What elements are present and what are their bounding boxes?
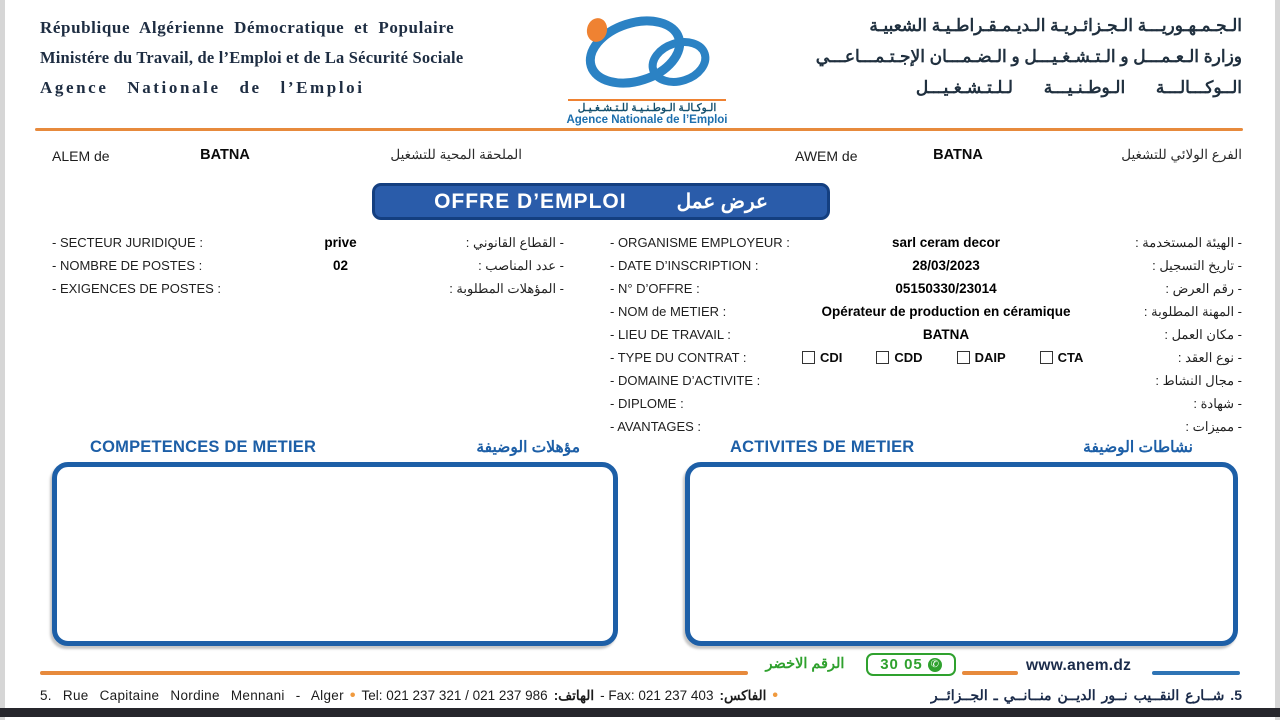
anem-logo: [552, 6, 742, 127]
contract-type-option: [876, 350, 922, 365]
contract-type-option: [802, 350, 842, 365]
address-ar: 5. شــارع النقــيب نــور الديــن منــانــي ـ الجــزائــر: [930, 687, 1242, 703]
left-field-row: [52, 277, 564, 300]
field-value: BATNA: [922, 327, 970, 342]
fields-column-left: [52, 231, 564, 300]
right-field-row: [610, 392, 1242, 415]
activites-header: [685, 438, 1238, 457]
green-number-value: 30 05: [880, 656, 923, 673]
contract-type-option: [1040, 350, 1084, 365]
address-fr: 5. Rue Capitaine Nordine Mennani - Alger: [40, 688, 344, 703]
field-label-fr: - NOMBRE DE POSTES :: [52, 258, 203, 273]
awem-label-ar: الفرع الولائي للتشغيل: [1121, 147, 1242, 162]
fields-column-right: [610, 231, 1242, 438]
alem-label: ALEM de: [52, 148, 110, 164]
awem-value: BATNA: [933, 147, 983, 163]
logo-text-ar: الـوكـالـة الـوطـنـيـة للـتـشـغـيـل: [577, 102, 717, 114]
green-number-badge: [866, 653, 956, 676]
title-fr: OFFRE D’EMPLOI: [434, 189, 627, 213]
field-label-ar: - شهادة :: [1193, 395, 1242, 411]
contract-type-options: [800, 350, 1092, 365]
website-text: www.anem.dz: [1026, 657, 1132, 674]
left-field-row: [52, 254, 564, 277]
competences-header-ar: مؤهلات الوضيفة: [476, 439, 580, 456]
bottom-dark-bar: [0, 708, 1280, 717]
field-label-fr: - DATE D’INSCRIPTION :: [610, 258, 759, 273]
page-edge-right: [1275, 0, 1280, 720]
header-ar-line3: الــوكـــالـــة الـوطـنـيـــة لـلـتـشـغـيـــل: [915, 78, 1242, 97]
field-label-fr: - NOM de METIER :: [610, 304, 727, 319]
checkbox-cta[interactable]: [1040, 351, 1053, 364]
checkbox-label: CDI: [820, 350, 843, 365]
header-fr-line2: Ministére du Travail, de l’Emploi et de La Sécurité Sociale: [40, 48, 464, 67]
logo-divider: [568, 99, 726, 101]
header-divider-line: [35, 128, 1243, 131]
footer-orange-line: [40, 671, 748, 675]
field-value: sarl ceram decor: [891, 235, 1001, 250]
header-ar: [732, 10, 1242, 103]
header-fr-line1: République Algérienne Démocratique et Populaire: [40, 18, 455, 37]
field-label-fr: - EXIGENCES DE POSTES :: [52, 281, 222, 296]
page-edge-left: [0, 0, 5, 720]
anem-logo-icon: [567, 6, 727, 98]
field-label-fr: - DOMAINE D’ACTIVITE :: [610, 373, 761, 388]
logo-text-fr: Agence Nationale de l’Emploi: [566, 114, 728, 126]
field-label-ar: - القطاع القانوني :: [465, 234, 564, 250]
header-ar-line2: وزارة الـعـمـــل و الـتـشـغـيـــل و الـضـمـــان الإجـتـمـــاعـــي: [815, 47, 1242, 66]
right-field-row: [610, 346, 1242, 369]
field-value: 05150330/23014: [895, 281, 997, 296]
field-label-fr: - TYPE DU CONTRAT :: [610, 350, 747, 365]
title-ar: عرض عمل: [676, 191, 768, 213]
activites-box: [685, 462, 1238, 646]
green-number-label: الرقم الاخضر: [765, 656, 845, 672]
footer-address-row: [40, 687, 1242, 704]
checkbox-cdi[interactable]: [802, 351, 815, 364]
field-label-fr: - DIPLOME :: [610, 396, 684, 411]
bullet-icon: •: [349, 686, 356, 704]
header-ar-line1: الـجـمـهـوريـــة الـجـزائـريـة الـديـمـقـراطـيـة الشعبيـة: [869, 16, 1242, 35]
field-label-fr: - SECTEUR JURIDIQUE :: [52, 235, 203, 250]
checkbox-label: DAIP: [974, 350, 1006, 365]
tel-text: Tel: 021 237 321 / 021 237 986: [361, 688, 548, 703]
activites-header-fr: ACTIVITES DE METIER: [730, 438, 915, 456]
phone-icon: ✆: [928, 658, 942, 672]
left-field-row: [52, 231, 564, 254]
fax-label-ar: الفاكس:: [719, 687, 767, 703]
field-label-ar: - مجال النشاط :: [1155, 372, 1242, 388]
field-label-fr: - ORGANISME EMPLOYEUR :: [610, 235, 790, 250]
field-label-ar: - رقم العرض :: [1165, 280, 1242, 296]
checkbox-cdd[interactable]: [876, 351, 889, 364]
bullet-icon: •: [772, 686, 779, 704]
competences-box: [52, 462, 618, 646]
field-label-ar: - عدد المناصب :: [478, 257, 564, 273]
right-field-row: [610, 254, 1242, 277]
header-fr: [40, 13, 530, 103]
checkbox-daip[interactable]: [957, 351, 970, 364]
contract-type-option: [957, 350, 1006, 365]
checkbox-label: CDD: [894, 350, 923, 365]
field-label-fr: - LIEU DE TRAVAIL :: [610, 327, 731, 342]
tel-label-ar: الهاتف:: [553, 687, 595, 703]
alem-value: BATNA: [200, 147, 250, 163]
field-label-ar: - الهيئة المستخدمة :: [1135, 234, 1242, 250]
title-banner: [372, 183, 830, 220]
right-field-row: [610, 323, 1242, 346]
header-fr-line3: Agence Nationale de l’Emploi: [40, 78, 365, 97]
right-field-row: [610, 415, 1242, 438]
field-value: prive: [324, 235, 357, 250]
right-field-row: [610, 300, 1242, 323]
field-label-fr: - N° D’OFFRE :: [610, 281, 700, 296]
field-label-ar: - مكان العمل :: [1164, 326, 1242, 342]
field-value: 28/03/2023: [912, 258, 980, 273]
right-field-row: [610, 277, 1242, 300]
field-label-ar: - تاريخ التسجيل :: [1152, 257, 1242, 273]
activites-header-ar: نشاطات الوضيفة: [1083, 439, 1193, 456]
competences-header-fr: COMPETENCES DE METIER: [90, 438, 317, 456]
field-value: Opérateur de production en céramique: [821, 304, 1071, 319]
footer-orange-line-short: [962, 671, 1018, 675]
awem-label: AWEM de: [795, 148, 858, 164]
checkbox-label: CTA: [1057, 350, 1084, 365]
field-label-ar: - نوع العقد :: [1177, 349, 1242, 365]
right-field-row: [610, 231, 1242, 254]
alem-label-ar: الملحقة المحية للتشغيل: [390, 147, 522, 162]
field-label-ar: - مميزات :: [1185, 418, 1242, 434]
field-label-fr: - AVANTAGES :: [610, 419, 702, 434]
field-label-ar: - المهنة المطلوبة :: [1143, 303, 1242, 319]
fax-text: - Fax: 021 237 403: [600, 688, 714, 703]
competences-header: [52, 438, 618, 457]
field-value: 02: [332, 258, 349, 273]
right-field-row: [610, 369, 1242, 392]
footer-blue-line: [1152, 671, 1240, 675]
field-label-ar: - المؤهلات المطلوبة :: [449, 280, 564, 296]
